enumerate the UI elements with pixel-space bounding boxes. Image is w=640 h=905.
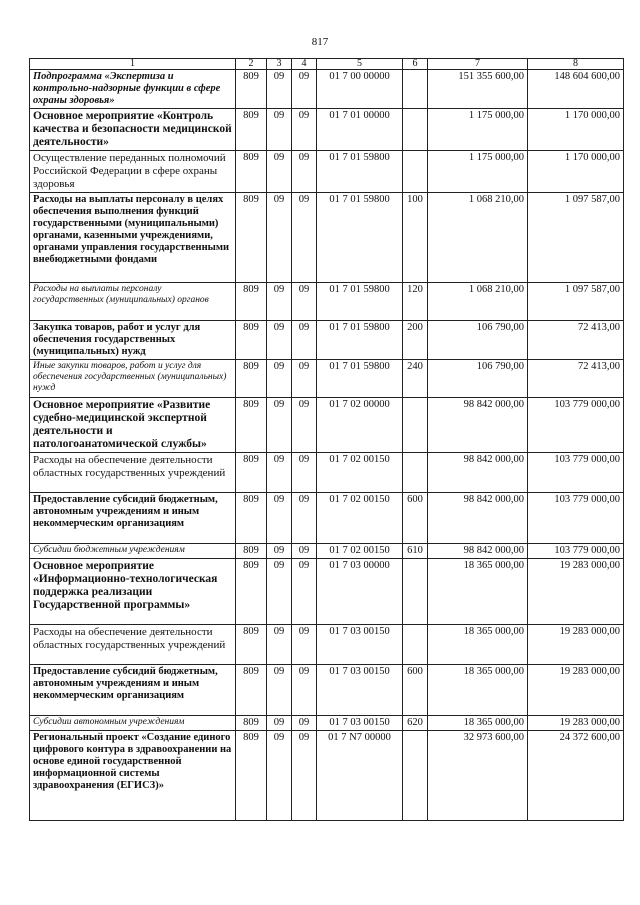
target-article-code: 01 7 03 00000	[317, 559, 403, 625]
expense-type-code	[403, 70, 428, 109]
ministry-code: 809	[236, 151, 267, 193]
table-row	[30, 321, 624, 360]
section-code: 09	[267, 70, 292, 109]
subsection-code: 09	[292, 731, 317, 821]
table-row	[30, 544, 624, 559]
section-code: 09	[267, 360, 292, 398]
table-row	[30, 559, 624, 625]
ministry-code: 809	[236, 559, 267, 625]
amount-year-1: 106 790,00	[428, 360, 528, 398]
amount-year-2: 19 283 000,00	[528, 665, 624, 716]
expense-type-code	[403, 453, 428, 493]
item-name: Региональный проект «Создание единого цифрового контура в здравоохранении на основе единой государственной информационной системы здравоохранения (ЕГИСЗ)»	[30, 731, 236, 821]
section-code: 09	[267, 283, 292, 321]
subsection-code: 09	[292, 544, 317, 559]
amount-year-2: 103 779 000,00	[528, 493, 624, 544]
item-name: Закупка товаров, работ и услуг для обеспечения государственных (муниципальных) нужд	[30, 321, 236, 360]
subsection-code: 09	[292, 625, 317, 665]
amount-year-2: 72 413,00	[528, 360, 624, 398]
expense-type-code: 600	[403, 493, 428, 544]
expense-type-code	[403, 151, 428, 193]
ministry-code: 809	[236, 731, 267, 821]
expense-type-code: 120	[403, 283, 428, 321]
ministry-code: 809	[236, 398, 267, 453]
item-name: Субсидии автономным учреждениям	[30, 716, 236, 731]
table-row	[30, 665, 624, 716]
table-row	[30, 193, 624, 283]
budget-table	[29, 58, 624, 821]
amount-year-2: 72 413,00	[528, 321, 624, 360]
section-code: 09	[267, 453, 292, 493]
target-article-code: 01 7 03 00150	[317, 716, 403, 731]
subsection-code: 09	[292, 493, 317, 544]
expense-type-code	[403, 109, 428, 151]
item-name: Иные закупки товаров, работ и услуг для обеспечения государственных (муниципальных) нужд	[30, 360, 236, 398]
amount-year-1: 98 842 000,00	[428, 453, 528, 493]
section-code: 09	[267, 559, 292, 625]
target-article-code: 01 7 01 59800	[317, 193, 403, 283]
amount-year-1: 1 068 210,00	[428, 193, 528, 283]
table-row	[30, 70, 624, 109]
section-code: 09	[267, 493, 292, 544]
column-header-2: 2	[236, 59, 267, 70]
table-row	[30, 493, 624, 544]
amount-year-2: 103 779 000,00	[528, 544, 624, 559]
amount-year-1: 1 068 210,00	[428, 283, 528, 321]
section-code: 09	[267, 398, 292, 453]
expense-type-code: 620	[403, 716, 428, 731]
amount-year-2: 148 604 600,00	[528, 70, 624, 109]
item-name: Предоставление субсидий бюджетным, автономным учреждениям и иным некоммерческим организациям	[30, 493, 236, 544]
table-body	[30, 70, 624, 821]
amount-year-1: 106 790,00	[428, 321, 528, 360]
ministry-code: 809	[236, 70, 267, 109]
amount-year-2: 1 097 587,00	[528, 193, 624, 283]
page-number: 817	[311, 36, 329, 48]
amount-year-1: 151 355 600,00	[428, 70, 528, 109]
target-article-code: 01 7 02 00150	[317, 493, 403, 544]
expense-type-code	[403, 559, 428, 625]
amount-year-2: 19 283 000,00	[528, 716, 624, 731]
expense-type-code	[403, 398, 428, 453]
subsection-code: 09	[292, 716, 317, 731]
ministry-code: 809	[236, 360, 267, 398]
item-name: Расходы на выплаты персоналу в целях обеспечения выполнения функций государственными (муниципальными) органами, казенными учреждениями, органами управления государственными внебюджетными фондами	[30, 193, 236, 283]
subsection-code: 09	[292, 665, 317, 716]
table-row	[30, 360, 624, 398]
target-article-code: 01 7 03 00150	[317, 665, 403, 716]
expense-type-code: 600	[403, 665, 428, 716]
target-article-code: 01 7 02 00150	[317, 544, 403, 559]
amount-year-1: 18 365 000,00	[428, 625, 528, 665]
target-article-code: 01 7 01 59800	[317, 321, 403, 360]
target-article-code: 01 7 01 59800	[317, 360, 403, 398]
ministry-code: 809	[236, 453, 267, 493]
ministry-code: 809	[236, 544, 267, 559]
item-name: Подпрограмма «Экспертиза и контрольно-надзорные функции в сфере охраны здоровья»	[30, 70, 236, 109]
expense-type-code: 240	[403, 360, 428, 398]
item-name: Осуществление переданных полномочий Российской Федерации в сфере охраны здоровья	[30, 151, 236, 193]
amount-year-1: 98 842 000,00	[428, 398, 528, 453]
expense-type-code	[403, 625, 428, 665]
subsection-code: 09	[292, 283, 317, 321]
section-code: 09	[267, 544, 292, 559]
amount-year-1: 18 365 000,00	[428, 559, 528, 625]
section-code: 09	[267, 716, 292, 731]
amount-year-1: 98 842 000,00	[428, 544, 528, 559]
ministry-code: 809	[236, 193, 267, 283]
column-header-5: 5	[317, 59, 403, 70]
ministry-code: 809	[236, 321, 267, 360]
table-row	[30, 398, 624, 453]
amount-year-1: 18 365 000,00	[428, 665, 528, 716]
section-code: 09	[267, 193, 292, 283]
section-code: 09	[267, 321, 292, 360]
table-row	[30, 453, 624, 493]
subsection-code: 09	[292, 193, 317, 283]
ministry-code: 809	[236, 665, 267, 716]
item-name: Субсидии бюджетным учреждениям	[30, 544, 236, 559]
target-article-code: 01 7 01 59800	[317, 151, 403, 193]
section-code: 09	[267, 665, 292, 716]
target-article-code: 01 7 01 00000	[317, 109, 403, 151]
target-article-code: 01 7 01 59800	[317, 283, 403, 321]
expense-type-code: 100	[403, 193, 428, 283]
ministry-code: 809	[236, 716, 267, 731]
item-name: Расходы на обеспечение деятельности областных государственных учреждений	[30, 625, 236, 665]
expense-type-code: 200	[403, 321, 428, 360]
amount-year-2: 19 283 000,00	[528, 559, 624, 625]
amount-year-1: 18 365 000,00	[428, 716, 528, 731]
subsection-code: 09	[292, 360, 317, 398]
amount-year-2: 103 779 000,00	[528, 398, 624, 453]
column-header-4: 4	[292, 59, 317, 70]
amount-year-2: 19 283 000,00	[528, 625, 624, 665]
target-article-code: 01 7 02 00000	[317, 398, 403, 453]
section-code: 09	[267, 731, 292, 821]
amount-year-1: 32 973 600,00	[428, 731, 528, 821]
subsection-code: 09	[292, 453, 317, 493]
subsection-code: 09	[292, 70, 317, 109]
header-row	[30, 59, 624, 70]
table-row	[30, 716, 624, 731]
ministry-code: 809	[236, 109, 267, 151]
ministry-code: 809	[236, 625, 267, 665]
expense-type-code: 610	[403, 544, 428, 559]
amount-year-2: 1 170 000,00	[528, 109, 624, 151]
item-name: Основное мероприятие «Контроль качества и безопасности медицинской деятельности»	[30, 109, 236, 151]
target-article-code: 01 7 02 00150	[317, 453, 403, 493]
ministry-code: 809	[236, 493, 267, 544]
amount-year-2: 1 170 000,00	[528, 151, 624, 193]
target-article-code: 01 7 N7 00000	[317, 731, 403, 821]
subsection-code: 09	[292, 109, 317, 151]
expense-type-code	[403, 731, 428, 821]
column-header-8: 8	[528, 59, 624, 70]
table-row	[30, 283, 624, 321]
subsection-code: 09	[292, 321, 317, 360]
table-row	[30, 109, 624, 151]
amount-year-2: 103 779 000,00	[528, 453, 624, 493]
item-name: Предоставление субсидий бюджетным, автономным учреждениям и иным некоммерческим организациям	[30, 665, 236, 716]
amount-year-1: 1 175 000,00	[428, 109, 528, 151]
item-name: Основное мероприятие «Информационно-технологическая поддержка реализации Государственной программы»	[30, 559, 236, 625]
column-header-6: 6	[403, 59, 428, 70]
item-name: Расходы на обеспечение деятельности областных государственных учреждений	[30, 453, 236, 493]
target-article-code: 01 7 00 00000	[317, 70, 403, 109]
subsection-code: 09	[292, 559, 317, 625]
amount-year-1: 98 842 000,00	[428, 493, 528, 544]
column-header-3: 3	[267, 59, 292, 70]
subsection-code: 09	[292, 398, 317, 453]
amount-year-2: 24 372 600,00	[528, 731, 624, 821]
column-header-7: 7	[428, 59, 528, 70]
table-row	[30, 731, 624, 821]
item-name: Расходы на выплаты персоналу государственных (муниципальных) органов	[30, 283, 236, 321]
table-row	[30, 625, 624, 665]
amount-year-1: 1 175 000,00	[428, 151, 528, 193]
section-code: 09	[267, 151, 292, 193]
section-code: 09	[267, 625, 292, 665]
column-header-1: 1	[30, 59, 236, 70]
subsection-code: 09	[292, 151, 317, 193]
amount-year-2: 1 097 587,00	[528, 283, 624, 321]
item-name: Основное мероприятие «Развитие судебно-медицинской экспертной деятельности и патологоанатомической службы»	[30, 398, 236, 453]
table-row	[30, 151, 624, 193]
section-code: 09	[267, 109, 292, 151]
target-article-code: 01 7 03 00150	[317, 625, 403, 665]
ministry-code: 809	[236, 283, 267, 321]
